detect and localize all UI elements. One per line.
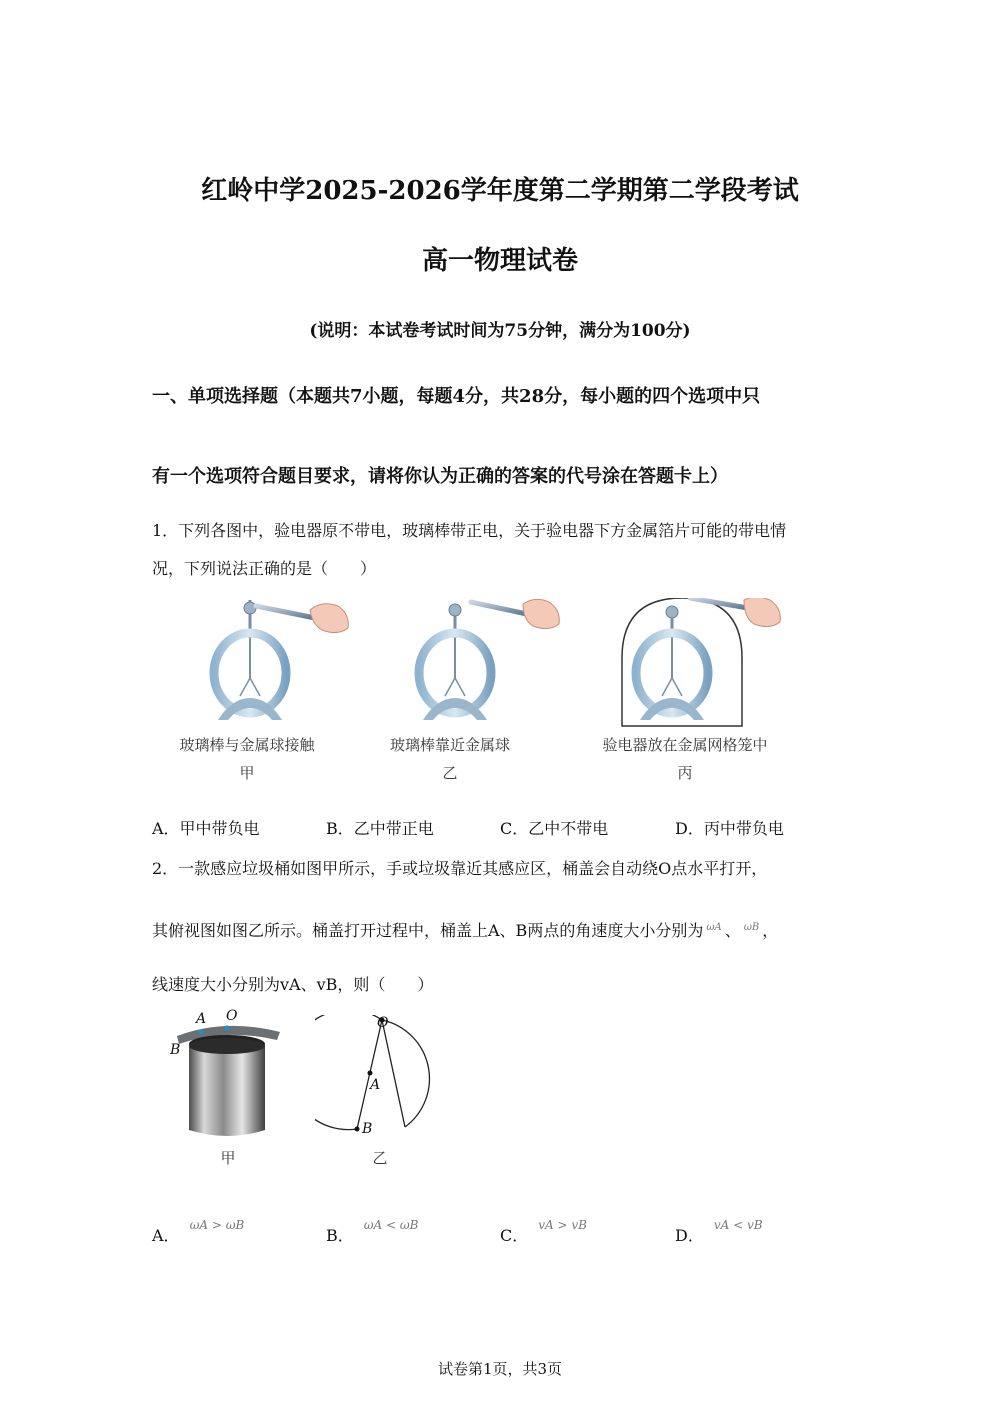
q2-option-b-expr: ωA < ωB — [363, 1218, 419, 1232]
q2-top-view-figure — [315, 1015, 450, 1140]
q1-fig-bing-label: 丙 — [677, 764, 693, 782]
q2-stem-line1: 2．一款感应垃圾桶如图甲所示，手或垃圾靠近其感应区，桶盖会自动绕O点水平打开， — [152, 859, 768, 878]
q1-fig-yi-caption: 玻璃棒靠近金属球 — [389, 736, 510, 754]
q2-stem-line2-text: 其俯视图如图乙所示。桶盖打开过程中，桶盖上A、B两点的角速度大小分别为 — [152, 921, 704, 940]
q1-option-d[interactable]: D．丙中带负电 — [675, 819, 784, 838]
q2-option-d-letter: D． — [675, 1226, 704, 1245]
exam-subtitle: 高一物理试卷 — [421, 246, 578, 276]
q1-option-b[interactable]: B．乙中带正电 — [326, 819, 434, 838]
electroscope-jia — [214, 600, 348, 720]
q2-option-d[interactable] — [675, 1218, 763, 1246]
q2-fig-b-point-a: A — [370, 1077, 381, 1093]
q2-option-b-letter: B． — [326, 1226, 354, 1245]
q1-option-c[interactable]: C．乙中不带电 — [500, 819, 609, 838]
q2-option-d-expr: vA < vB — [713, 1218, 763, 1232]
q1-fig-bing-caption: 验电器放在金属网格笼中 — [602, 736, 768, 754]
q2-stem-line3: 线速度大小分别为vA、vB，则（ ） — [152, 975, 434, 994]
q1-stem-line2: 况，下列说法正确的是（ ） — [152, 559, 377, 578]
electroscope-bing — [622, 598, 780, 726]
q2-fig-a-point-b: B — [170, 1042, 181, 1058]
q2-option-a-letter: A． — [152, 1226, 180, 1245]
section-heading-line1: 一、单项选择题（本题共7小题，每题4分，共28分，每小题的四个选项中只 — [152, 386, 761, 407]
q2-option-c-letter: C． — [500, 1226, 529, 1245]
q2-fig-a-label: 甲 — [220, 1149, 236, 1167]
q2-option-b[interactable] — [326, 1218, 419, 1246]
exam-title: 红岭中学2025-2026学年度第二学期第二学段考试 — [201, 176, 799, 206]
q1-fig-yi-label: 乙 — [442, 764, 458, 782]
section-heading-line2: 有一个选项符合题目要求，请将你认为正确的答案的代号涂在答题卡上） — [152, 466, 728, 487]
q1-stem-line1: 1．下列各图中，验电器原不带电，玻璃棒带正电，关于验电器下方金属箔片可能的带电情 — [152, 521, 787, 540]
q2-option-a[interactable] — [152, 1218, 244, 1246]
q1-fig-jia-caption: 玻璃棒与金属球接触 — [179, 736, 315, 754]
electroscope-yi — [419, 599, 559, 720]
q2-fig-b-point-o: O — [377, 1015, 389, 1031]
q2-omega-a: ωA — [706, 922, 722, 933]
q2-fig-b-label: 乙 — [372, 1149, 388, 1167]
q2-option-c[interactable] — [500, 1218, 587, 1246]
q1-option-a[interactable]: A．甲中带负电 — [152, 819, 260, 838]
exam-note: (说明：本试卷考试时间为75分钟，满分为100分) — [309, 321, 691, 341]
q2-option-c-expr: vA > vB — [538, 1218, 587, 1232]
q2-fig-a-point-a: A — [196, 1011, 207, 1027]
q2-sep: 、 — [724, 921, 741, 940]
q2-omega-b: ωB — [743, 922, 760, 933]
q2-option-a-expr: ωA > ωB — [189, 1218, 245, 1232]
q2-fig-a-point-o: O — [226, 1008, 238, 1024]
q2-trash-can-figure — [165, 1010, 290, 1142]
q2-stem-line2-end: ， — [762, 921, 779, 940]
page-footer: 试卷第1页，共3页 — [437, 1360, 563, 1378]
q2-fig-b-point-b: B — [362, 1121, 373, 1137]
q1-fig-jia-label: 甲 — [239, 764, 255, 782]
q1-electroscope-figures — [180, 598, 800, 728]
q2-stem-line2 — [152, 918, 872, 941]
